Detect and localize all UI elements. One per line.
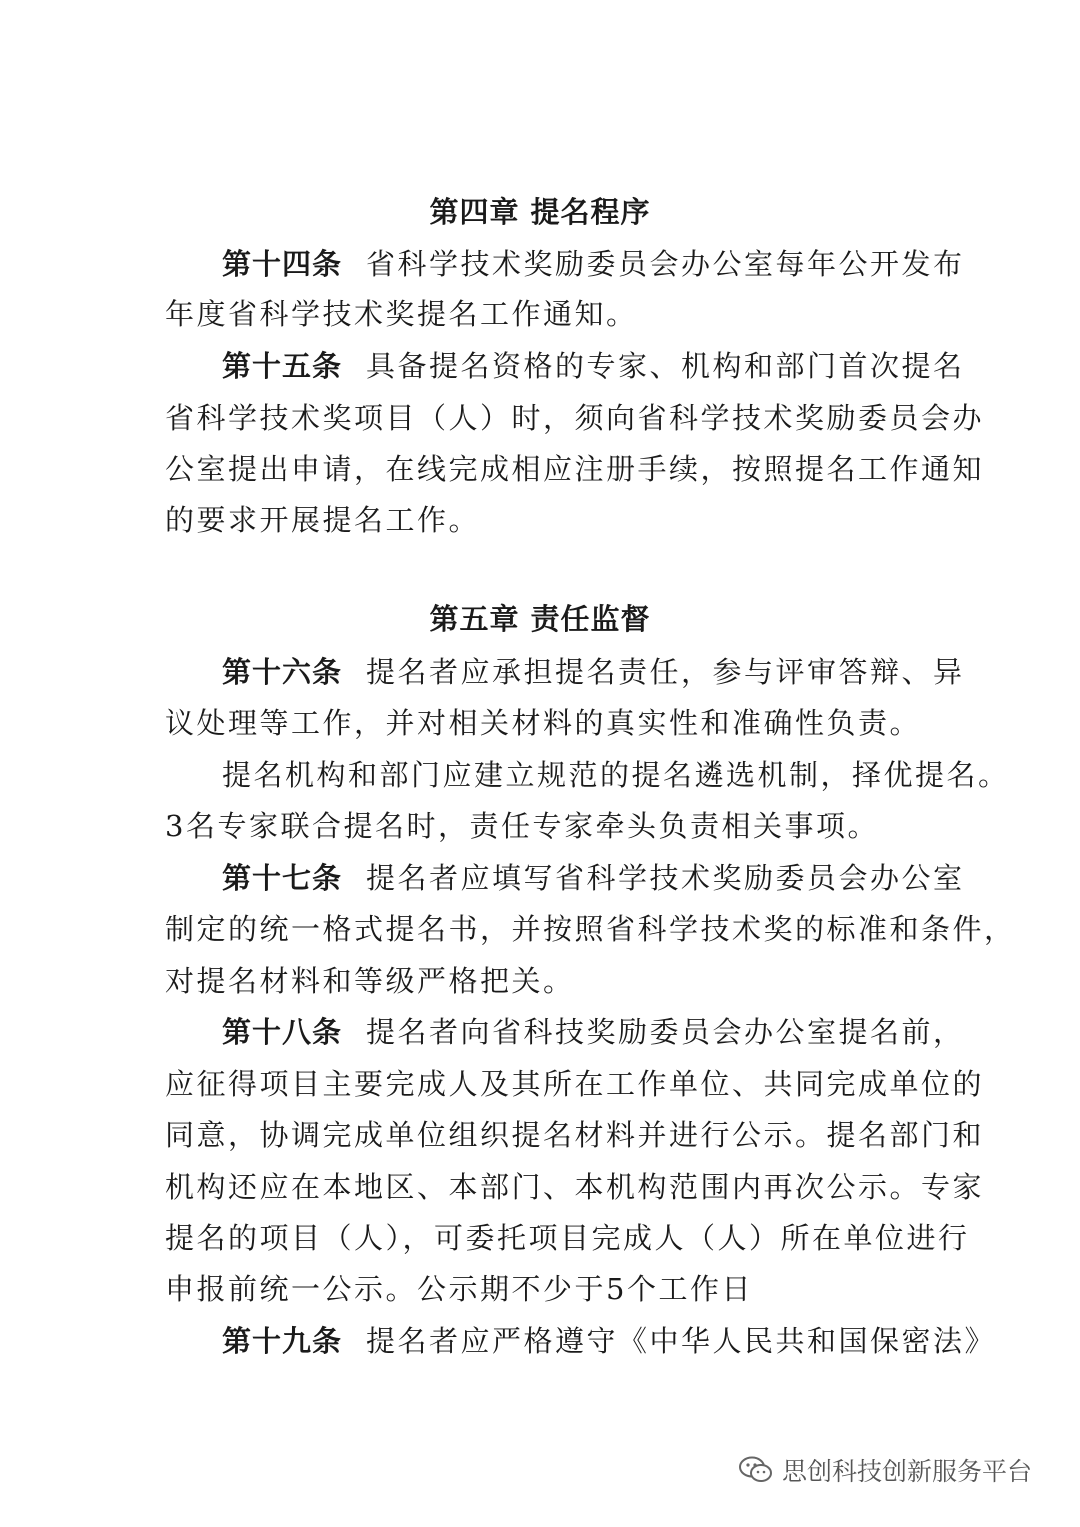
watermark-text: 思创科技创新服务平台: [782, 1457, 1033, 1486]
article-text: 提名者应严格遵守《中华人民共和国保密法》: [366, 1324, 997, 1358]
article-first-line: [222, 652, 965, 692]
article-text-line: 同意，协调完成单位组织提名材料并进行公示。提名部门和: [165, 1118, 985, 1152]
article-label: 第十六条: [222, 655, 343, 689]
article-first-line: [222, 1012, 965, 1052]
article-text-line: 申报前统一公示。公示期不少于5个工作日: [165, 1272, 753, 1306]
article-paragraph-line: 提名机构和部门应建立规范的提名遴选机制，择优提名。: [222, 758, 1010, 792]
article-text-line: 年度省科学技术奖提名工作通知。: [165, 297, 638, 331]
article-label: 第十九条: [222, 1324, 343, 1358]
article-text: 具备提名资格的专家、机构和部门首次提名: [366, 349, 965, 383]
article-first-line: [222, 346, 965, 386]
watermark: [738, 1450, 1032, 1490]
article-text-line: 3名专家联合提名时，责任专家牵头负责相关事项。: [165, 809, 879, 843]
article-text-line: 制定的统一格式提名书，并按照省科学技术奖的标准和条件，: [165, 912, 1016, 946]
article-text: 提名者应承担提名责任，参与评审答辩、异: [366, 655, 965, 689]
article-first-line: [222, 858, 965, 898]
article-text-line: 应征得项目主要完成人及其所在工作单位、共同完成单位的: [165, 1067, 985, 1101]
article-text: 提名者向省科技奖励委员会办公室提名前，: [366, 1015, 965, 1049]
article-text: 提名者应填写省科学技术奖励委员会办公室: [366, 861, 965, 895]
article-text-line: 对提名材料和等级严格把关。: [165, 964, 575, 998]
wechat-icon: [738, 1455, 774, 1485]
article-label: 第十七条: [222, 861, 343, 895]
article-text-line: 机构还应在本地区、本部门、本机构范围内再次公示。专家: [165, 1170, 985, 1204]
article-text-line: 公室提出申请，在线完成相应注册手续，按照提名工作通知: [165, 452, 985, 486]
article-label: 第十五条: [222, 349, 343, 383]
chapter-title: 第四章 提名程序: [429, 195, 651, 229]
article-text: 省科学技术奖励委员会办公室每年公开发布: [366, 247, 965, 281]
article-text-line: 的要求开展提名工作。: [165, 503, 481, 537]
article-first-line: [222, 1321, 997, 1361]
chapter-title: 第五章 责任监督: [429, 602, 651, 636]
article-first-line: [222, 244, 965, 284]
article-text-line: 省科学技术奖项目（人）时，须向省科学技术奖励委员会办: [165, 401, 985, 435]
article-label: 第十八条: [222, 1015, 343, 1049]
article-text-line: 议处理等工作，并对相关材料的真实性和准确性负责。: [165, 706, 922, 740]
article-text-line: 提名的项目（人），可委托项目完成人（人）所在单位进行: [165, 1221, 970, 1255]
article-label: 第十四条: [222, 247, 343, 281]
